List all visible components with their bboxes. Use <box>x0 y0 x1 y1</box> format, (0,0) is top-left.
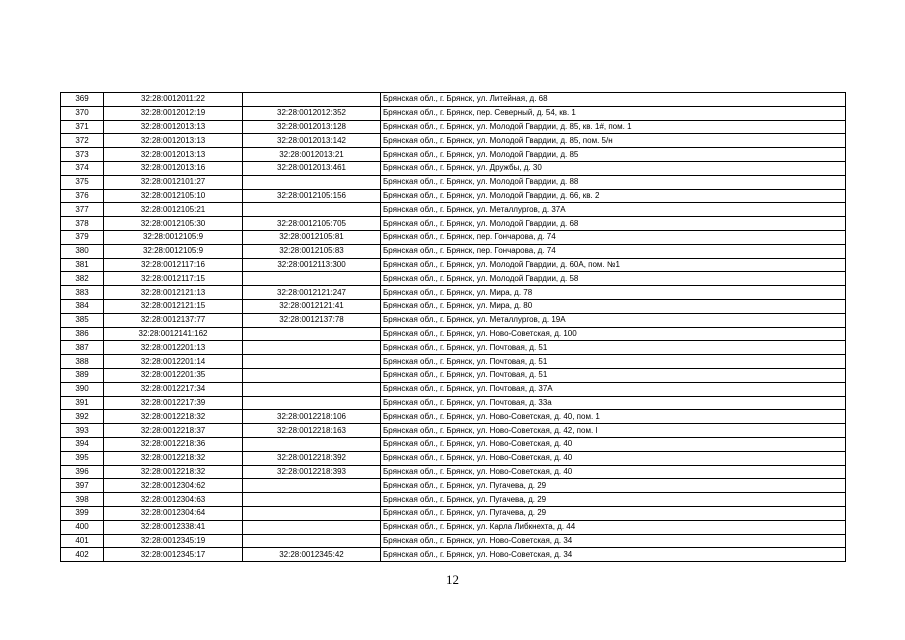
row-number-cell: 396 <box>61 465 104 479</box>
object-cadastral-number-cell <box>243 520 381 534</box>
address-cell: Брянская обл., г. Брянск, ул. Дружбы, д. 30 <box>381 161 846 175</box>
address-cell: Брянская обл., г. Брянск, ул. Ново-Советская, д. 40, пом. 1 <box>381 410 846 424</box>
row-number-cell: 370 <box>61 106 104 120</box>
parcel-cadastral-number-cell: 32:28:0012217:39 <box>104 396 243 410</box>
object-cadastral-number-cell <box>243 437 381 451</box>
object-cadastral-number-cell: 32:28:0012121:41 <box>243 299 381 313</box>
table-row <box>61 493 846 507</box>
object-cadastral-number-cell: 32:28:0012218:106 <box>243 410 381 424</box>
address-cell: Брянская обл., г. Брянск, ул. Металлургов, д. 37А <box>381 203 846 217</box>
parcel-cadastral-number-cell: 32:28:0012217:34 <box>104 382 243 396</box>
address-cell: Брянская обл., г. Брянск, ул. Почтовая, д. 33а <box>381 396 846 410</box>
parcel-cadastral-number-cell: 32:28:0012201:13 <box>104 341 243 355</box>
parcel-cadastral-number-cell: 32:28:0012105:9 <box>104 244 243 258</box>
row-number-cell: 379 <box>61 230 104 244</box>
object-cadastral-number-cell: 32:28:0012105:156 <box>243 189 381 203</box>
object-cadastral-number-cell <box>243 341 381 355</box>
table-row <box>61 203 846 217</box>
row-number-cell: 377 <box>61 203 104 217</box>
address-cell: Брянская обл., г. Брянск, пер. Северный, д. 54, кв. 1 <box>381 106 846 120</box>
address-cell: Брянская обл., г. Брянск, ул. Ново-Советская, д. 34 <box>381 548 846 562</box>
table-row <box>61 161 846 175</box>
parcel-cadastral-number-cell: 32:28:0012105:9 <box>104 230 243 244</box>
table-row <box>61 272 846 286</box>
object-cadastral-number-cell: 32:28:0012105:705 <box>243 217 381 231</box>
address-cell: Брянская обл., г. Брянск, ул. Молодой Гвардии, д. 88 <box>381 175 846 189</box>
page-number: 12 <box>446 572 459 587</box>
table-row <box>61 465 846 479</box>
row-number-cell: 389 <box>61 368 104 382</box>
parcel-cadastral-number-cell: 32:28:0012218:32 <box>104 451 243 465</box>
parcel-cadastral-number-cell: 32:28:0012218:32 <box>104 465 243 479</box>
parcel-cadastral-number-cell: 32:28:0012105:30 <box>104 217 243 231</box>
object-cadastral-number-cell: 32:28:0012137:78 <box>243 313 381 327</box>
table-row <box>61 520 846 534</box>
parcel-cadastral-number-cell: 32:28:0012013:13 <box>104 148 243 162</box>
registry-table-body <box>61 93 846 562</box>
object-cadastral-number-cell: 32:28:0012218:392 <box>243 451 381 465</box>
address-cell: Брянская обл., г. Брянск, ул. Ново-Советская, д. 40 <box>381 465 846 479</box>
object-cadastral-number-cell <box>243 272 381 286</box>
object-cadastral-number-cell <box>243 493 381 507</box>
row-number-cell: 399 <box>61 506 104 520</box>
row-number-cell: 373 <box>61 148 104 162</box>
row-number-cell: 378 <box>61 217 104 231</box>
address-cell: Брянская обл., г. Брянск, ул. Металлургов, д. 19А <box>381 313 846 327</box>
object-cadastral-number-cell <box>243 175 381 189</box>
object-cadastral-number-cell <box>243 327 381 341</box>
address-cell: Брянская обл., г. Брянск, ул. Почтовая, д. 51 <box>381 355 846 369</box>
parcel-cadastral-number-cell: 32:28:0012218:37 <box>104 424 243 438</box>
address-cell: Брянская обл., г. Брянск, ул. Ново-Советская, д. 40 <box>381 437 846 451</box>
parcel-cadastral-number-cell: 32:28:0012011:22 <box>104 93 243 107</box>
parcel-cadastral-number-cell: 32:28:0012101:27 <box>104 175 243 189</box>
table-row <box>61 382 846 396</box>
parcel-cadastral-number-cell: 32:28:0012218:36 <box>104 437 243 451</box>
address-cell: Брянская обл., г. Брянск, пер. Гончарова, д. 74 <box>381 244 846 258</box>
object-cadastral-number-cell <box>243 506 381 520</box>
address-cell: Брянская обл., г. Брянск, ул. Молодой Гвардии, д. 60А, пом. №1 <box>381 258 846 272</box>
table-row <box>61 120 846 134</box>
parcel-cadastral-number-cell: 32:28:0012121:13 <box>104 286 243 300</box>
object-cadastral-number-cell <box>243 368 381 382</box>
row-number-cell: 388 <box>61 355 104 369</box>
object-cadastral-number-cell <box>243 382 381 396</box>
parcel-cadastral-number-cell: 32:28:0012105:21 <box>104 203 243 217</box>
object-cadastral-number-cell <box>243 479 381 493</box>
row-number-cell: 400 <box>61 520 104 534</box>
parcel-cadastral-number-cell: 32:28:0012013:13 <box>104 134 243 148</box>
address-cell: Брянская обл., г. Брянск, ул. Молодой Гвардии, д. 85 <box>381 148 846 162</box>
address-cell: Брянская обл., г. Брянск, ул. Литейная, д. 68 <box>381 93 846 107</box>
table-row <box>61 175 846 189</box>
row-number-cell: 372 <box>61 134 104 148</box>
object-cadastral-number-cell: 32:28:0012121:247 <box>243 286 381 300</box>
object-cadastral-number-cell <box>243 355 381 369</box>
property-registry-table <box>60 92 846 562</box>
parcel-cadastral-number-cell: 32:28:0012345:19 <box>104 534 243 548</box>
table-row <box>61 355 846 369</box>
parcel-cadastral-number-cell: 32:28:0012105:10 <box>104 189 243 203</box>
table-row <box>61 327 846 341</box>
row-number-cell: 393 <box>61 424 104 438</box>
object-cadastral-number-cell: 32:28:0012012:352 <box>243 106 381 120</box>
table-row <box>61 299 846 313</box>
table-row <box>61 134 846 148</box>
row-number-cell: 381 <box>61 258 104 272</box>
address-cell: Брянская обл., г. Брянск, ул. Почтовая, д. 51 <box>381 341 846 355</box>
table-row <box>61 286 846 300</box>
row-number-cell: 402 <box>61 548 104 562</box>
parcel-cadastral-number-cell: 32:28:0012304:63 <box>104 493 243 507</box>
object-cadastral-number-cell <box>243 93 381 107</box>
row-number-cell: 391 <box>61 396 104 410</box>
address-cell: Брянская обл., г. Брянск, ул. Мира, д. 78 <box>381 286 846 300</box>
table-row <box>61 479 846 493</box>
row-number-cell: 376 <box>61 189 104 203</box>
row-number-cell: 392 <box>61 410 104 424</box>
object-cadastral-number-cell: 32:28:0012345:42 <box>243 548 381 562</box>
table-row <box>61 217 846 231</box>
object-cadastral-number-cell: 32:28:0012013:461 <box>243 161 381 175</box>
address-cell: Брянская обл., г. Брянск, ул. Молодой Гвардии, д. 85, пом. 5/н <box>381 134 846 148</box>
row-number-cell: 375 <box>61 175 104 189</box>
row-number-cell: 369 <box>61 93 104 107</box>
table-row <box>61 548 846 562</box>
table-row <box>61 341 846 355</box>
object-cadastral-number-cell <box>243 534 381 548</box>
table-row <box>61 258 846 272</box>
object-cadastral-number-cell: 32:28:0012218:393 <box>243 465 381 479</box>
row-number-cell: 401 <box>61 534 104 548</box>
object-cadastral-number-cell: 32:28:0012105:83 <box>243 244 381 258</box>
table-row <box>61 534 846 548</box>
address-cell: Брянская обл., г. Брянск, ул. Пугачева, д. 29 <box>381 479 846 493</box>
address-cell: Брянская обл., г. Брянск, ул. Молодой Гвардии, д. 85, кв. 1#, пом. 1 <box>381 120 846 134</box>
parcel-cadastral-number-cell: 32:28:0012121:15 <box>104 299 243 313</box>
table-row <box>61 106 846 120</box>
address-cell: Брянская обл., г. Брянск, ул. Пугачева, д. 29 <box>381 506 846 520</box>
table-row <box>61 148 846 162</box>
address-cell: Брянская обл., г. Брянск, ул. Карла Либкнехта, д. 44 <box>381 520 846 534</box>
object-cadastral-number-cell: 32:28:0012105:81 <box>243 230 381 244</box>
object-cadastral-number-cell: 32:28:0012013:142 <box>243 134 381 148</box>
row-number-cell: 386 <box>61 327 104 341</box>
table-row <box>61 437 846 451</box>
table-row <box>61 396 846 410</box>
address-cell: Брянская обл., г. Брянск, ул. Почтовая, д. 51 <box>381 368 846 382</box>
parcel-cadastral-number-cell: 32:28:0012013:13 <box>104 120 243 134</box>
row-number-cell: 385 <box>61 313 104 327</box>
row-number-cell: 397 <box>61 479 104 493</box>
object-cadastral-number-cell: 32:28:0012013:21 <box>243 148 381 162</box>
address-cell: Брянская обл., г. Брянск, ул. Ново-Советская, д. 42, пом. I <box>381 424 846 438</box>
parcel-cadastral-number-cell: 32:28:0012338:41 <box>104 520 243 534</box>
table-row <box>61 230 846 244</box>
row-number-cell: 380 <box>61 244 104 258</box>
table-row <box>61 410 846 424</box>
parcel-cadastral-number-cell: 32:28:0012304:64 <box>104 506 243 520</box>
address-cell: Брянская обл., г. Брянск, ул. Молодой Гвардии, д. 58 <box>381 272 846 286</box>
address-cell: Брянская обл., г. Брянск, ул. Ново-Советская, д. 100 <box>381 327 846 341</box>
row-number-cell: 383 <box>61 286 104 300</box>
table-row <box>61 313 846 327</box>
parcel-cadastral-number-cell: 32:28:0012013:16 <box>104 161 243 175</box>
row-number-cell: 387 <box>61 341 104 355</box>
row-number-cell: 384 <box>61 299 104 313</box>
address-cell: Брянская обл., г. Брянск, ул. Ново-Советская, д. 40 <box>381 451 846 465</box>
parcel-cadastral-number-cell: 32:28:0012218:32 <box>104 410 243 424</box>
table-row <box>61 93 846 107</box>
row-number-cell: 398 <box>61 493 104 507</box>
table-row <box>61 424 846 438</box>
parcel-cadastral-number-cell: 32:28:0012117:15 <box>104 272 243 286</box>
parcel-cadastral-number-cell: 32:28:0012345:17 <box>104 548 243 562</box>
table-row <box>61 189 846 203</box>
object-cadastral-number-cell: 32:28:0012013:128 <box>243 120 381 134</box>
row-number-cell: 382 <box>61 272 104 286</box>
address-cell: Брянская обл., г. Брянск, ул. Ново-Советская, д. 34 <box>381 534 846 548</box>
address-cell: Брянская обл., г. Брянск, ул. Молодой Гвардии, д. 68 <box>381 217 846 231</box>
table-row <box>61 506 846 520</box>
address-cell: Брянская обл., г. Брянск, ул. Почтовая, д. 37А <box>381 382 846 396</box>
parcel-cadastral-number-cell: 32:28:0012012:19 <box>104 106 243 120</box>
address-cell: Брянская обл., г. Брянск, ул. Пугачева, д. 29 <box>381 493 846 507</box>
row-number-cell: 374 <box>61 161 104 175</box>
object-cadastral-number-cell: 32:28:0012113:300 <box>243 258 381 272</box>
table-row <box>61 244 846 258</box>
row-number-cell: 394 <box>61 437 104 451</box>
object-cadastral-number-cell: 32:28:0012218:163 <box>243 424 381 438</box>
parcel-cadastral-number-cell: 32:28:0012201:14 <box>104 355 243 369</box>
row-number-cell: 390 <box>61 382 104 396</box>
parcel-cadastral-number-cell: 32:28:0012137:77 <box>104 313 243 327</box>
row-number-cell: 371 <box>61 120 104 134</box>
parcel-cadastral-number-cell: 32:28:0012304:62 <box>104 479 243 493</box>
table-row <box>61 451 846 465</box>
table-row <box>61 368 846 382</box>
row-number-cell: 395 <box>61 451 104 465</box>
address-cell: Брянская обл., г. Брянск, ул. Молодой Гвардии, д. 66, кв. 2 <box>381 189 846 203</box>
parcel-cadastral-number-cell: 32:28:0012201:35 <box>104 368 243 382</box>
object-cadastral-number-cell <box>243 203 381 217</box>
address-cell: Брянская обл., г. Брянск, пер. Гончарова, д. 74 <box>381 230 846 244</box>
address-cell: Брянская обл., г. Брянск, ул. Мира, д. 80 <box>381 299 846 313</box>
parcel-cadastral-number-cell: 32:28:0012117:16 <box>104 258 243 272</box>
object-cadastral-number-cell <box>243 396 381 410</box>
parcel-cadastral-number-cell: 32:28:0012141:162 <box>104 327 243 341</box>
